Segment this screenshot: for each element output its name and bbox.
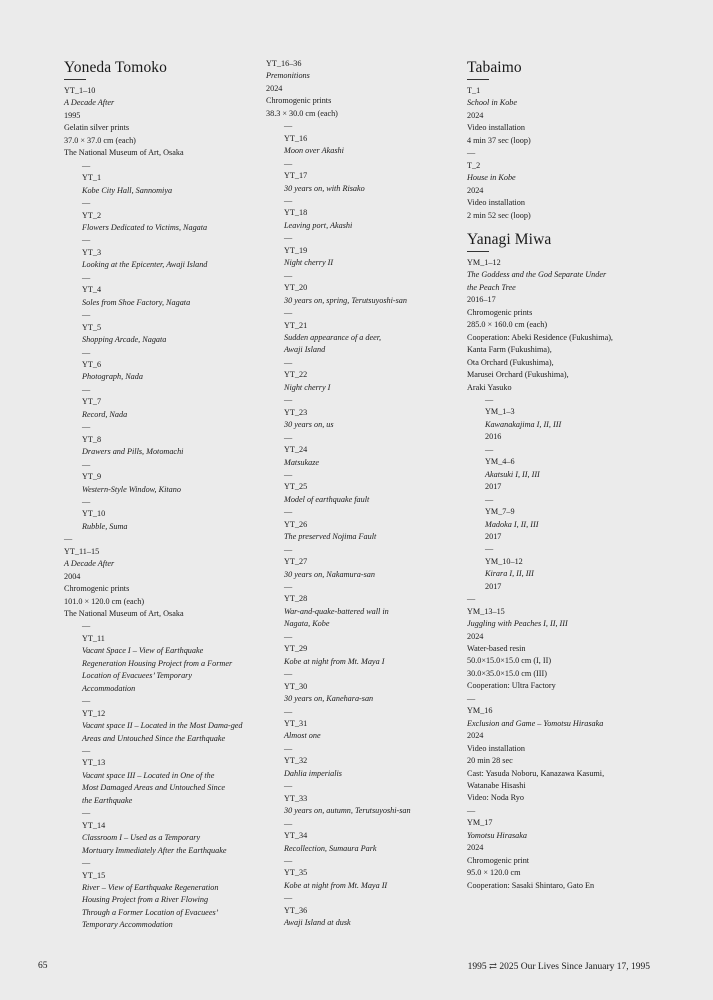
separator-dash: — (82, 808, 91, 818)
artwork-title: Kobe at night from Mt. Maya II (284, 880, 388, 890)
catalog-line: Cooperation: Abeki Residence (Fukushima), (467, 332, 613, 342)
artwork-title: Matsukaze (284, 457, 320, 467)
artwork-title: Photograph, Nada (82, 372, 143, 382)
catalog-line: YT_31 (284, 719, 308, 729)
catalog-line: YT_5 (82, 322, 102, 332)
artwork-title: Areas and Untouched Since the Earthquake (82, 733, 226, 743)
artwork-title: Premonitions (266, 71, 310, 81)
artwork-title: Accommodation (82, 683, 136, 693)
artwork-title: Looking at the Epicenter, Awaji Island (82, 260, 208, 270)
separator-dash: — (284, 507, 293, 517)
artwork-title: 30 years on, Nakamura-san (284, 569, 375, 579)
artwork-title: Awaji Island at dusk (284, 918, 351, 928)
catalog-line: Araki Yasuko (467, 382, 512, 392)
artwork-title: Flowers Dedicated to Victims, Nagata (82, 222, 208, 232)
artwork-title: Classroom I – Used as a Temporary (82, 833, 201, 843)
artwork-title: Kobe at night from Mt. Maya I (284, 656, 385, 666)
artist-heading: Yanagi Miwa (467, 230, 552, 248)
catalog-line: 4 min 37 sec (loop) (467, 135, 531, 145)
catalog-line: YT_21 (284, 320, 308, 330)
catalog-line: 20 min 28 sec (467, 756, 513, 766)
artwork-title: Yomotsu Hirasaka (467, 830, 527, 840)
catalog-line: YT_2 (82, 210, 102, 220)
separator-dash: — (284, 631, 293, 641)
artwork-title: the Peach Tree (467, 282, 516, 292)
catalog-line: YT_29 (284, 644, 308, 654)
catalog-line: 2 min 52 sec (loop) (467, 210, 531, 220)
artwork-title: Temporary Accommodation (82, 920, 173, 930)
heading-rule (467, 79, 489, 80)
artist-heading: Yoneda Tomoko (64, 59, 167, 76)
catalog-line: Ota Orchard (Fukushima), (467, 357, 554, 367)
artwork-title: Madoka I, II, III (485, 519, 539, 529)
separator-dash: — (284, 469, 293, 479)
catalog-line: YT_10 (82, 509, 106, 519)
separator-dash: — (284, 395, 293, 405)
catalog-line: YT_16–36 (266, 59, 302, 68)
artwork-title: Recollection, Sumaura Park (284, 843, 377, 853)
catalog-line: YT_11 (82, 633, 105, 643)
column-1 (64, 58, 254, 932)
artwork-title: Kawanakajima I, II, III (485, 419, 562, 429)
catalog-line: T_1 (467, 86, 481, 95)
artwork-title: Vacant space III – Located in One of the (82, 770, 215, 780)
catalog-line: YT_22 (284, 370, 308, 380)
artwork-title: Shopping Arcade, Nagata (82, 335, 167, 345)
artwork-title: 30 years on, with Risako (284, 183, 365, 193)
artwork-title: 30 years on, Kanehara-san (284, 694, 374, 704)
separator-dash: — (485, 444, 494, 454)
catalog-line: The National Museum of Art, Osaka (64, 148, 184, 158)
catalog-line: YT_11–15 (64, 546, 100, 556)
artwork-title: Dahlia imperialis (284, 768, 342, 778)
catalog-line: YT_33 (284, 793, 308, 803)
catalog-line: 2017 (485, 482, 502, 492)
catalog-line: Chromogenic prints (467, 307, 533, 317)
artwork-title: The preserved Nojima Fault (284, 532, 377, 542)
catalog-line: 285.0 × 160.0 cm (each) (467, 320, 548, 330)
page-number: 65 (38, 961, 48, 971)
catalog-line: 2017 (485, 581, 502, 591)
artwork-title: Almost one (284, 731, 321, 741)
heading-rule (64, 79, 86, 80)
section-gap (467, 222, 667, 230)
catalog-line: YT_4 (82, 285, 102, 295)
catalog-line: Marusei Orchard (Fukushima), (467, 370, 569, 380)
catalog-line: YT_14 (82, 820, 106, 830)
catalog-line: YT_6 (82, 359, 102, 369)
catalog-line: The National Museum of Art, Osaka (64, 609, 184, 619)
artwork-title: School in Kobe (467, 98, 518, 108)
catalog-line: Water-based resin (467, 644, 526, 654)
column-2 (266, 58, 458, 930)
artwork-title: 30 years on, us (284, 420, 334, 430)
artwork-title: The Goddess and the God Separate Under (467, 270, 607, 280)
catalog-line: 2024 (467, 110, 484, 120)
catalog-line: Chromogenic prints (266, 96, 332, 106)
artwork-title: Mortuary Immediately After the Earthquake (82, 845, 227, 855)
catalog-line: YT_3 (82, 247, 102, 257)
separator-dash: — (82, 621, 91, 631)
separator-dash: — (284, 669, 293, 679)
catalog-line: Cast: Yasuda Noboru, Kanazawa Kasumi, (467, 768, 605, 778)
artwork-title: Leaving port, Akashi (284, 220, 353, 230)
catalog-line: 1995 (64, 110, 81, 120)
catalog-line: 30.0×35.0×15.0 cm (III) (467, 668, 547, 678)
catalog-line: YM_10–12 (485, 556, 523, 566)
artwork-title: Sudden appearance of a deer, (284, 332, 382, 342)
catalog-line: Video installation (467, 198, 525, 208)
catalog-line: YT_15 (82, 870, 106, 880)
catalog-line: 2016 (485, 432, 502, 442)
catalog-line: 95.0 × 120.0 cm (467, 868, 521, 878)
catalog-line: YT_35 (284, 868, 308, 878)
separator-dash: — (284, 308, 293, 318)
separator-dash: — (284, 706, 293, 716)
catalog-line: 2024 (467, 631, 484, 641)
catalog-line: YT_34 (284, 831, 308, 841)
catalog-line: Chromogenic prints (64, 584, 130, 594)
separator-dash: — (467, 693, 476, 703)
catalog-line: 101.0 × 120.0 cm (each) (64, 596, 145, 606)
running-footer: 1995 ⇄ 2025 Our Lives Since January 17, 1995 (467, 962, 650, 972)
catalog-line: YT_18 (284, 208, 308, 218)
artwork-title: the Earthquake (82, 795, 133, 805)
catalog-line: 2004 (64, 571, 81, 581)
separator-dash: — (467, 594, 476, 604)
artwork-title: 30 years on, spring, Terutsuyoshi-san (284, 295, 407, 305)
separator-dash: — (82, 422, 91, 432)
separator-dash: — (82, 235, 91, 245)
artwork-title: Vacant Space I – View of Earthquake (82, 646, 204, 656)
artwork-title: Exclusion and Game – Yomotsu Hirasaka (467, 718, 604, 728)
separator-dash: — (82, 696, 91, 706)
catalog-line: 2024 (266, 83, 283, 93)
catalog-line: YT_8 (82, 434, 102, 444)
catalog-line: YT_13 (82, 758, 106, 768)
artwork-title: Through a Former Location of Evacuees’ (82, 907, 219, 917)
artwork-title: A Decade After (64, 98, 115, 108)
artwork-title: Location of Evacuees’ Temporary (82, 671, 192, 681)
separator-dash: — (82, 858, 91, 868)
catalog-line: Cooperation: Sasaki Shintaro, Gato En (467, 880, 595, 890)
separator-dash: — (82, 347, 91, 357)
separator-dash: — (284, 195, 293, 205)
artwork-title: Regeneration Housing Project from a Former (82, 658, 233, 668)
separator-dash: — (467, 805, 476, 815)
separator-dash: — (82, 198, 91, 208)
catalog-line: 2024 (467, 185, 484, 195)
catalog-line: Watanabe Hisashi (467, 781, 526, 791)
catalog-line: YT_26 (284, 519, 308, 529)
catalog-line: Cooperation: Ultra Factory (467, 681, 556, 691)
separator-dash: — (467, 148, 476, 158)
separator-dash: — (284, 357, 293, 367)
catalog-line: Chromogenic print (467, 855, 530, 865)
artwork-title: Western-Style Window, Kitano (82, 484, 181, 494)
separator-dash: — (82, 272, 91, 282)
artwork-title: Awaji Island (284, 345, 326, 355)
catalog-line: YM_17 (467, 818, 493, 828)
catalog-line: Video installation (467, 123, 525, 133)
catalog-line: YM_16 (467, 706, 493, 716)
artwork-title: War-and-quake-battered wall in (284, 606, 389, 616)
catalog-line: YT_20 (284, 283, 308, 293)
artwork-title: River – View of Earthquake Regeneration (82, 883, 219, 892)
separator-dash: — (82, 160, 91, 170)
catalog-line: YM_1–3 (485, 407, 515, 417)
catalog-line: YT_30 (284, 681, 308, 691)
catalog-line: YT_36 (284, 905, 308, 915)
separator-dash: — (284, 121, 293, 131)
catalog-line: YM_1–12 (467, 257, 501, 267)
artwork-title: 30 years on, autumn, Terutsuyoshi-san (284, 806, 411, 816)
artwork-title: Housing Project from a River Flowing (82, 895, 209, 905)
catalog-line: YT_32 (284, 756, 308, 766)
artwork-title: Soles from Shoe Factory, Nagata (82, 297, 191, 307)
catalog-line: YM_4–6 (485, 457, 515, 467)
separator-dash: — (485, 394, 494, 404)
separator-dash: — (284, 856, 293, 865)
column-3 (467, 58, 667, 892)
catalog-line: Video installation (467, 743, 525, 753)
catalog-line: YT_1–10 (64, 86, 96, 95)
artist-heading: Tabaimo (467, 59, 522, 76)
catalog-line: YT_1 (82, 173, 102, 183)
catalog-line: Gelatin silver prints (64, 123, 130, 133)
artwork-title: Model of earthquake fault (284, 494, 370, 504)
catalog-line: YT_12 (82, 708, 106, 718)
artwork-title: Vacant space II – Located in the Most Dama-ged (82, 721, 243, 731)
separator-dash: — (485, 544, 494, 554)
catalog-line: Kanta Farm (Fukushima), (467, 345, 552, 355)
catalog-line: 2016–17 (467, 295, 496, 305)
catalog-line: YT_7 (82, 397, 102, 407)
catalog-line: YT_23 (284, 407, 308, 417)
artwork-title: Night cherry II (284, 258, 334, 268)
separator-dash: — (284, 582, 293, 592)
separator-dash: — (284, 893, 293, 903)
separator-dash: — (284, 270, 293, 280)
catalog-line: 2024 (467, 731, 484, 741)
separator-dash: — (82, 310, 91, 320)
separator-dash: — (284, 818, 293, 828)
catalog-line: YM_13–15 (467, 606, 505, 616)
separator-dash: — (82, 459, 91, 469)
artwork-title: House in Kobe (467, 173, 516, 183)
separator-dash: — (82, 384, 91, 394)
artwork-title: Rubble, Suma (82, 521, 128, 531)
artwork-title: Moon over Akashi (284, 146, 344, 156)
separator-dash: — (284, 544, 293, 554)
artwork-title: Kobe City Hall, Sannomiya (82, 185, 173, 195)
separator-dash: — (82, 496, 91, 506)
artwork-title: Akatsuki I, II, III (485, 469, 540, 479)
separator-dash: — (284, 432, 293, 442)
catalog-line: YT_19 (284, 245, 308, 255)
catalog-line: 2024 (467, 843, 484, 853)
catalog-line: YM_7–9 (485, 507, 515, 517)
separator-dash: — (485, 494, 494, 504)
artwork-title: Nagata, Kobe (284, 619, 330, 629)
catalog-line: YT_28 (284, 594, 308, 604)
separator-dash: — (284, 781, 293, 791)
artwork-title: Drawers and Pills, Motomachi (82, 447, 184, 457)
catalog-line: YT_27 (284, 557, 308, 567)
artwork-title: Kirara I, II, III (485, 569, 534, 579)
separator-dash: — (64, 534, 73, 544)
artwork-title: Most Damaged Areas and Untouched Since (82, 783, 226, 793)
separator-dash: — (82, 746, 91, 756)
artwork-title: Juggling with Peaches I, II, III (467, 619, 568, 629)
separator-dash: — (284, 743, 293, 753)
catalog-line: 2017 (485, 531, 502, 541)
catalog-line: Video: Noda Ryo (467, 793, 524, 803)
catalog-line: YT_9 (82, 472, 102, 482)
catalog-line: YT_17 (284, 171, 308, 181)
heading-rule (467, 251, 489, 252)
catalog-line: YT_25 (284, 482, 308, 492)
artwork-title: A Decade After (64, 559, 115, 569)
catalog-line: 50.0×15.0×15.0 cm (I, II) (467, 656, 552, 666)
catalog-line: 37.0 × 37.0 cm (each) (64, 135, 136, 145)
catalog-line: T_2 (467, 160, 481, 170)
catalog-line: YT_24 (284, 445, 308, 455)
artwork-title: Night cherry I (284, 382, 331, 392)
catalog-line: 38.3 × 30.0 cm (each) (266, 108, 338, 118)
separator-dash: — (284, 158, 293, 168)
catalog-line: YT_16 (284, 133, 308, 143)
separator-dash: — (284, 233, 293, 243)
artwork-title: Record, Nada (82, 409, 128, 419)
